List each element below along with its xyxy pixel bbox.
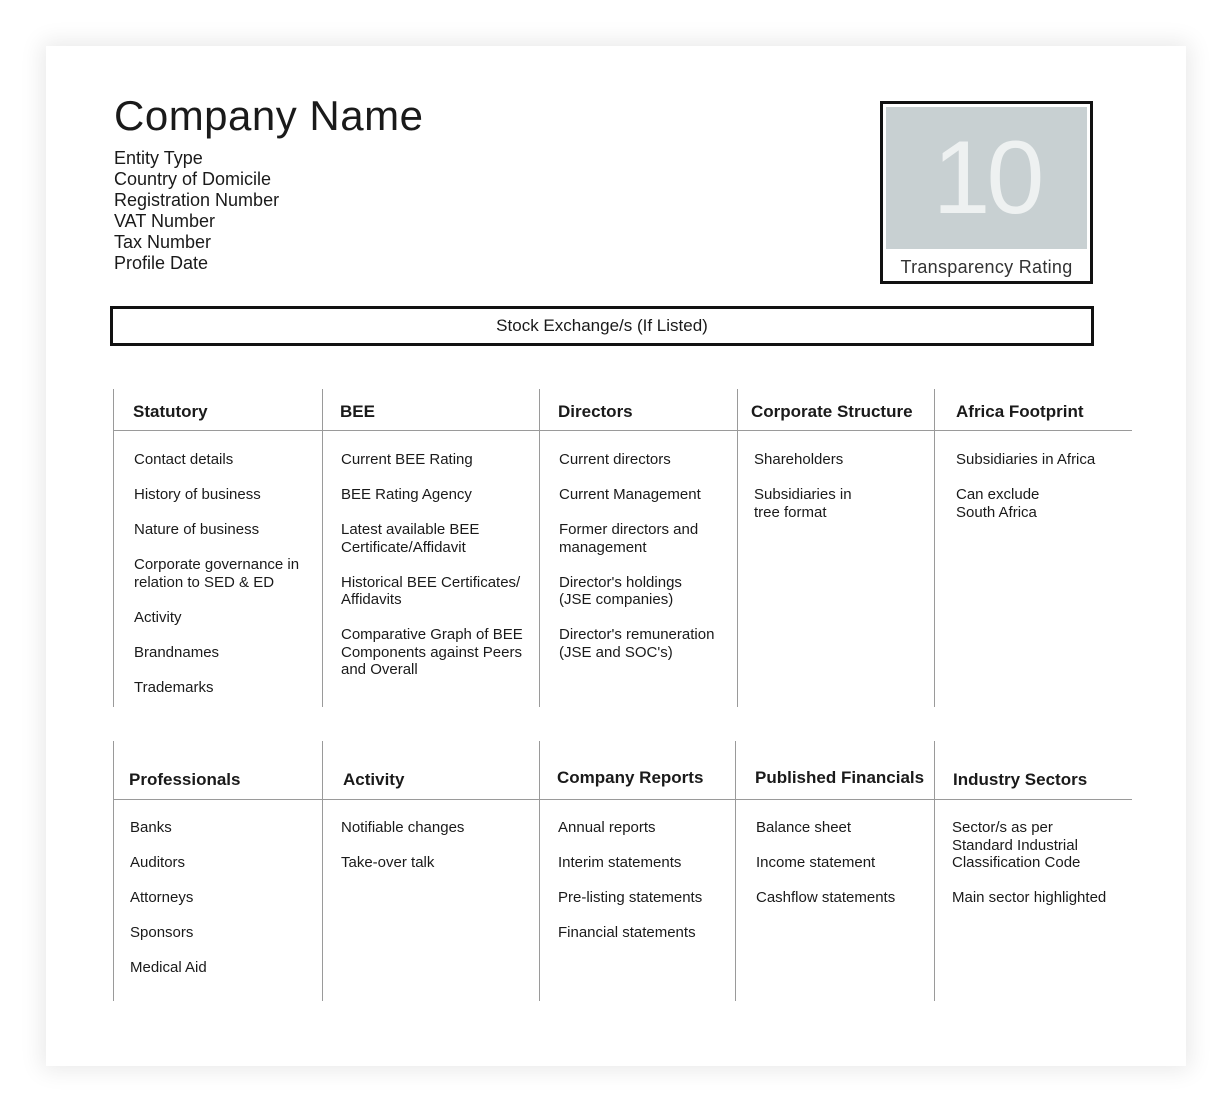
section-corporate-structure (737, 389, 935, 707)
section-statutory (113, 389, 323, 707)
list-item: Shareholders (754, 451, 844, 468)
section-title: Statutory (133, 402, 208, 421)
list-item: Comparative Graph of BEE Components against Peers and Overall (341, 626, 523, 678)
section-items (130, 819, 315, 994)
section-header (323, 389, 540, 431)
list-item: Auditors (130, 854, 186, 871)
section-items (559, 451, 730, 679)
section-title: Company Reports (557, 768, 704, 787)
company-name: Company Name (114, 92, 424, 139)
list-item: Director's holdings (JSE companies) (559, 573, 682, 608)
list-item: Notifiable changes (341, 819, 465, 836)
section-title: BEE (340, 402, 375, 421)
list-item: Main sector highlighted (952, 889, 1107, 906)
list-item: Can exclude South Africa (956, 486, 1040, 521)
list-item: Interim statements (558, 854, 682, 871)
section-directors (539, 389, 738, 707)
section-title: Professionals (129, 770, 241, 789)
list-item: Annual reports (558, 819, 656, 836)
list-item: Medical Aid (130, 959, 207, 976)
list-item: Sponsors (130, 924, 194, 941)
section-header (736, 741, 935, 800)
list-item: Pre-listing statements (558, 889, 703, 906)
list-item: Director's remuneration (JSE and SOC's) (559, 626, 715, 661)
list-item: Brandnames (134, 643, 220, 661)
registration-number: Registration Number (114, 190, 280, 210)
list-item: History of business (134, 486, 261, 503)
section-title: Industry Sectors (953, 770, 1088, 789)
rating-label: Transparency Rating (900, 257, 1073, 277)
list-item: Sector/s as per Standard Industrial Classification Code (952, 819, 1081, 871)
section-header (114, 389, 323, 431)
company-details (114, 148, 279, 274)
list-item: Nature of business (134, 521, 260, 538)
section-items (134, 451, 315, 714)
list-item: Balance sheet (756, 819, 852, 836)
list-item: Take-over talk (341, 854, 435, 871)
list-item: Latest available BEE Certificate/Affidavit (341, 521, 480, 556)
list-item: BEE Rating Agency (341, 486, 472, 503)
stock-exchange-bar: Stock Exchange/s (If Listed) (110, 306, 1094, 346)
section-header (540, 741, 736, 800)
country-of-domicile: Country of Domicile (114, 169, 272, 189)
section-title: Directors (558, 402, 633, 421)
section-header (935, 741, 1132, 800)
section-published-financials (735, 741, 935, 1001)
entity-type: Entity Type (114, 148, 203, 168)
list-item: Income statement (756, 854, 876, 871)
section-items (756, 819, 927, 924)
section-header (935, 389, 1132, 431)
list-item: Subsidiaries in Africa (956, 451, 1096, 468)
section-title: Published Financials (755, 768, 925, 787)
list-item: Current directors (559, 451, 671, 468)
section-items (952, 819, 1124, 924)
section-items (341, 451, 532, 696)
transparency-rating-box (880, 101, 1093, 284)
list-item: Former directors and management (559, 521, 699, 556)
list-item: Financial statements (558, 924, 696, 941)
section-activity (322, 741, 540, 1001)
list-item: Cashflow statements (756, 889, 896, 906)
section-header (323, 741, 540, 800)
section-industry-sectors (934, 741, 1132, 1001)
section-professionals (113, 741, 323, 1001)
section-items (558, 819, 728, 959)
section-company-reports (539, 741, 736, 1001)
list-item: Trademarks (134, 678, 214, 696)
section-items (754, 451, 927, 539)
section-items (341, 819, 532, 889)
section-items (956, 451, 1124, 539)
list-item: Attorneys (130, 889, 194, 906)
rating-value: 10 (886, 107, 1087, 249)
section-header (114, 741, 323, 800)
list-item: Banks (130, 819, 172, 836)
vat-number: VAT Number (114, 211, 216, 231)
section-title: Africa Footprint (956, 402, 1084, 421)
section-title: Corporate Structure (751, 402, 913, 421)
section-bee (322, 389, 540, 707)
section-title: Activity (343, 770, 405, 789)
list-item: Corporate governance in relation to SED & ED (134, 556, 300, 591)
profile-date: Profile Date (114, 253, 209, 273)
list-item: Historical BEE Certificates/ Affidavits (341, 573, 521, 608)
list-item: Activity (134, 608, 182, 626)
list-item: Subsidiaries in tree format (754, 486, 852, 521)
tax-number: Tax Number (114, 232, 212, 252)
section-africa-footprint (934, 389, 1132, 707)
list-item: Contact details (134, 451, 234, 468)
section-header (738, 389, 935, 431)
list-item: Current Management (559, 486, 701, 503)
section-header (540, 389, 738, 431)
list-item: Current BEE Rating (341, 451, 473, 468)
